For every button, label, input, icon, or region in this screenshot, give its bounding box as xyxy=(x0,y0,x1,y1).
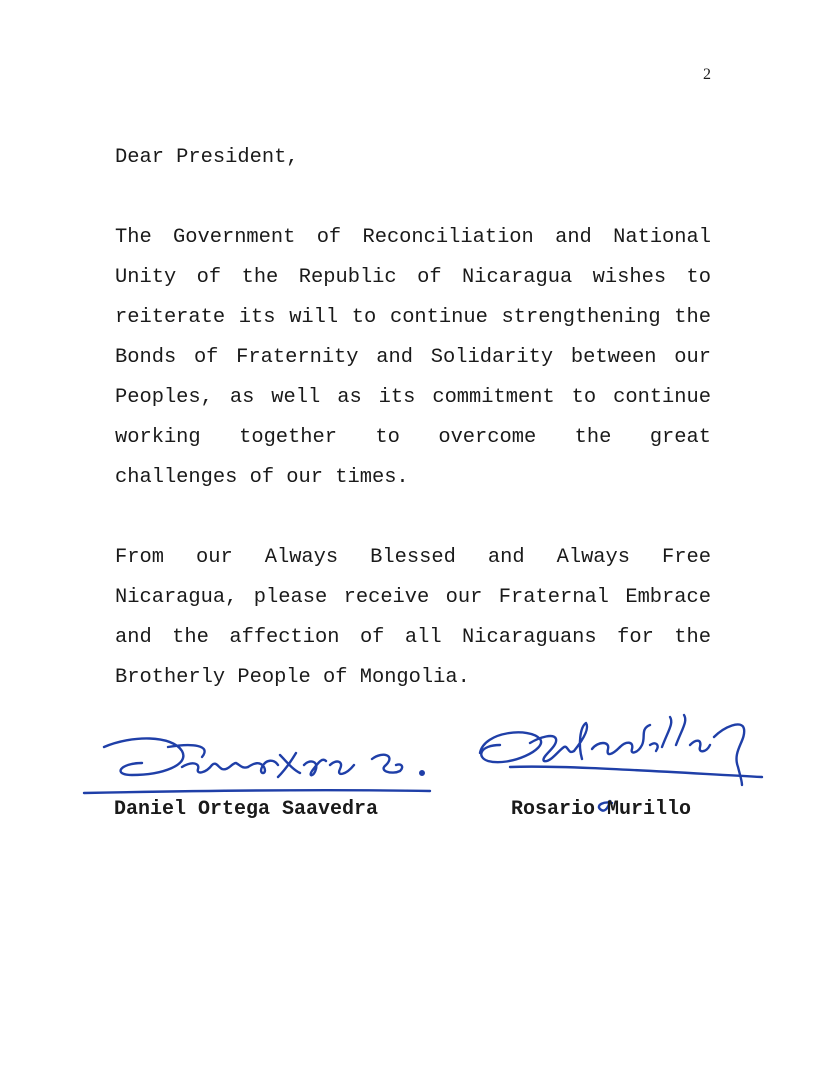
letter-body xyxy=(115,138,711,738)
signatory-name-ortega: Daniel Ortega Saavedra xyxy=(114,798,379,821)
paragraph-2: From our Always Blessed and Always Free Nicaragua, please receive our Fraternal Embrace and the affection of all Nicaraguans for the Brotherly People of Mongolia. xyxy=(115,546,711,689)
signatory-name-murillo: Rosario Murillo xyxy=(511,798,692,821)
salutation: Dear President, xyxy=(115,146,299,169)
page-number: 2 xyxy=(703,66,711,83)
signature-ortega-image xyxy=(82,705,442,805)
paragraph-1: The Government of Reconciliation and National Unity of the Republic of Nicaragua wishes to reiterate its will to continue strengthening the Bonds of Fraternity and Solidarity between our Peoples, as well as its commitment to continue working together to overcome the great challenges of our times. xyxy=(115,226,711,489)
